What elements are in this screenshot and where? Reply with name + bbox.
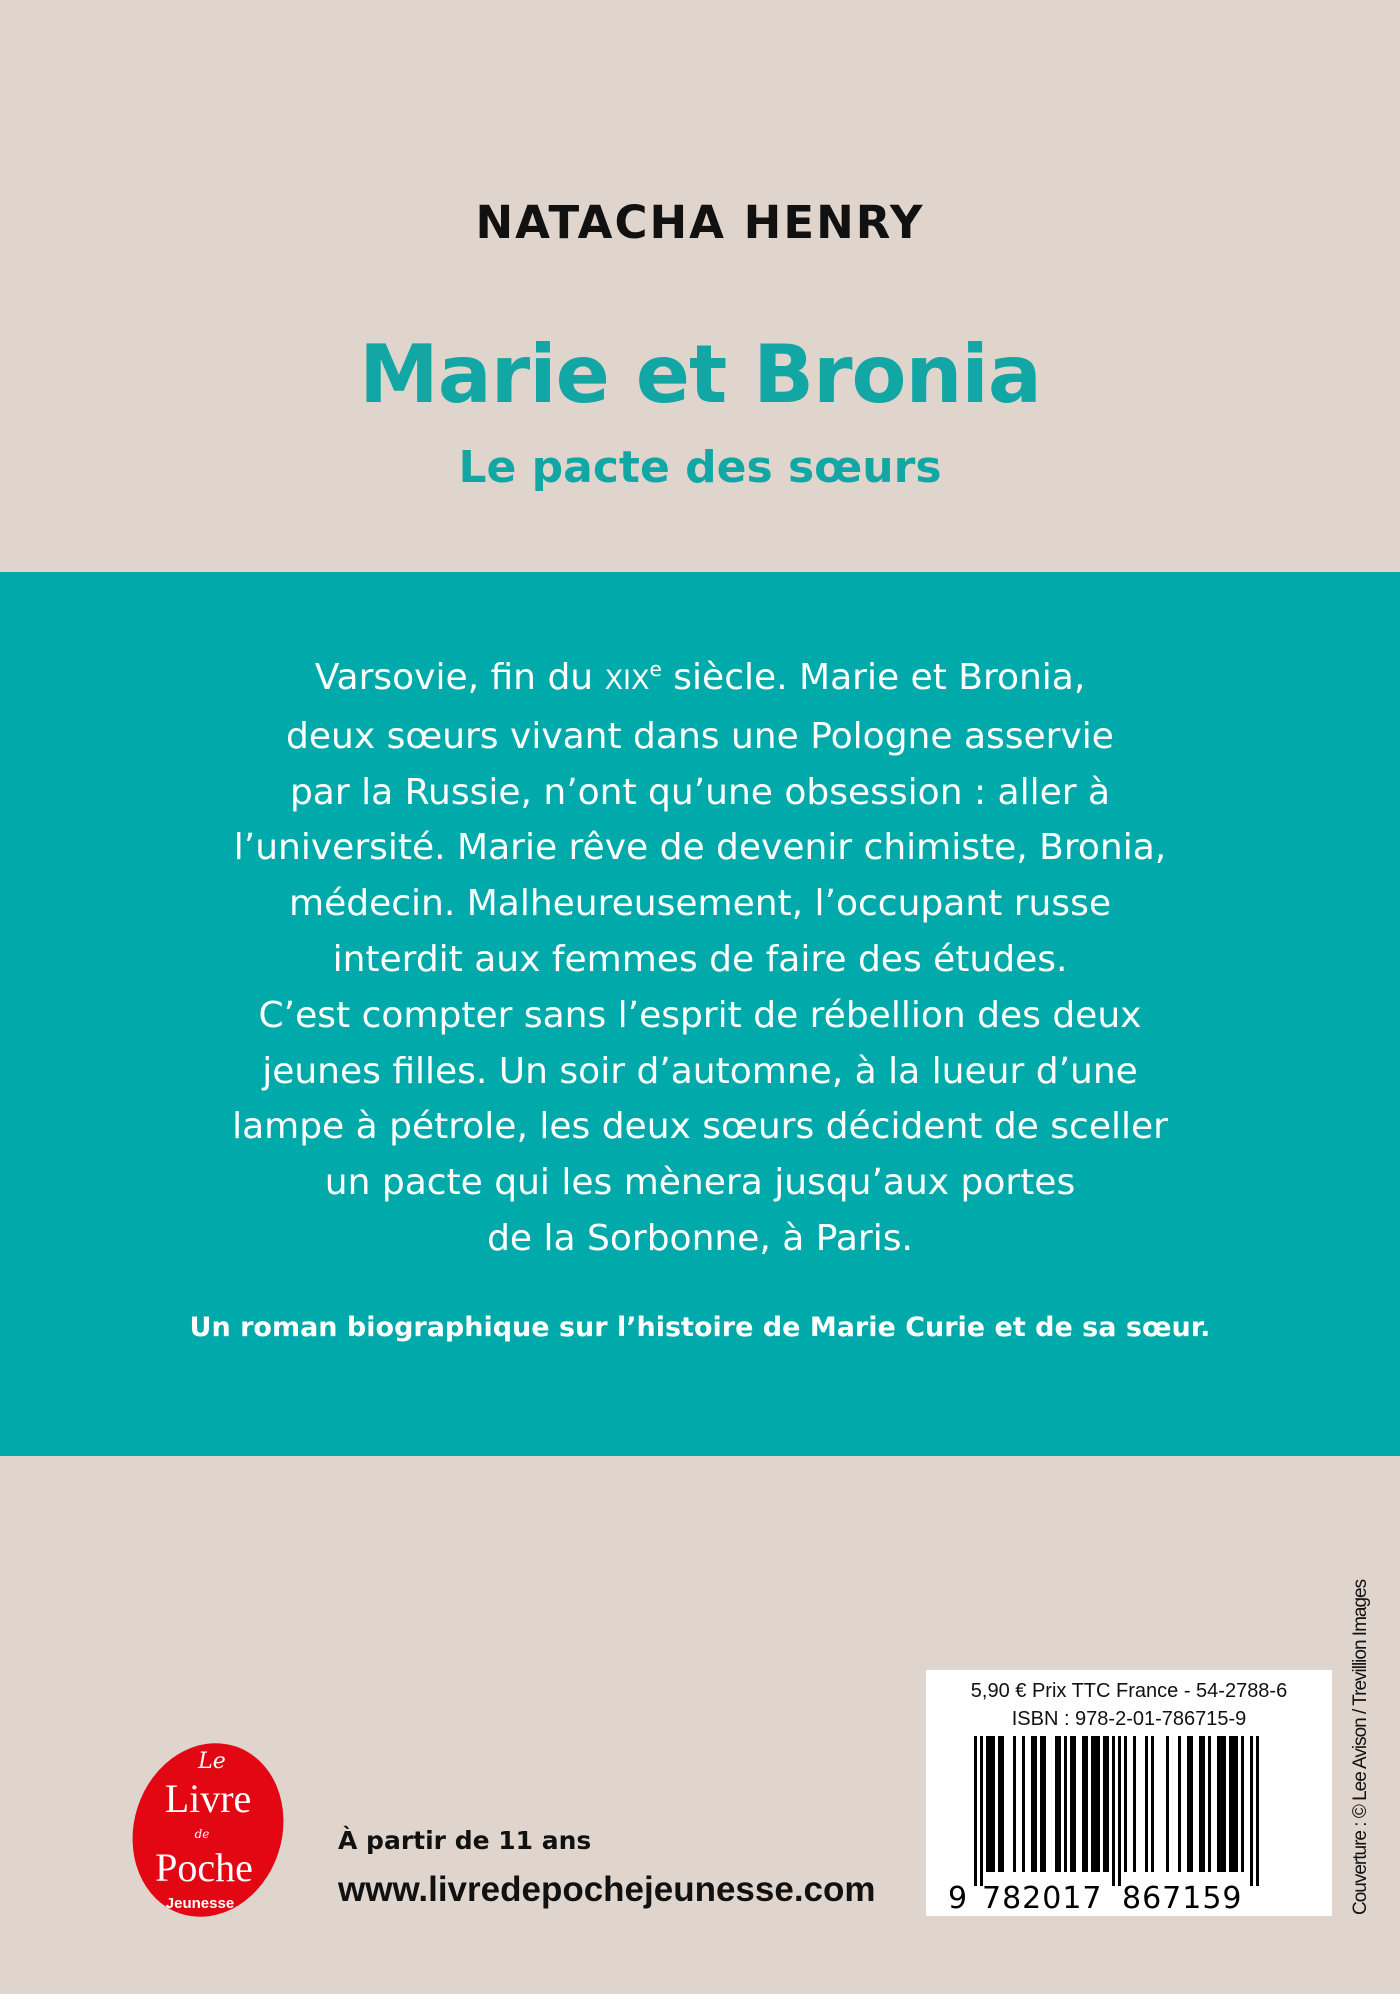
barcode-bar	[1124, 1736, 1127, 1872]
barcode-bar	[1097, 1736, 1100, 1872]
blurb-text-part: siècle. Marie et Bronia,	[661, 657, 1086, 698]
author-name: NATACHA HENRY	[475, 196, 925, 249]
barcode-bar	[1022, 1736, 1025, 1872]
book-title: Marie et Bronia	[359, 328, 1041, 421]
barcode-bar	[1250, 1736, 1253, 1886]
barcode-bar	[1190, 1736, 1193, 1872]
century-sup: e	[649, 657, 662, 681]
logo-text: Poche	[155, 1845, 253, 1890]
age-range: À partir de 11 ans	[338, 1826, 592, 1855]
blurb-band	[0, 572, 1400, 1456]
barcode-digits: 782017	[982, 1881, 1103, 1916]
isbn-label: ISBN : 978-2-01-786715-9	[1011, 1708, 1247, 1730]
tagline: Un roman biographique sur l’histoire de Marie Curie et de sa sœur.	[189, 1312, 1211, 1343]
blurb-line: l’université. Marie rêve de devenir chimiste, Bronia,	[233, 827, 1167, 869]
blurb-line	[150, 642, 1250, 709]
barcode-bar	[1094, 1736, 1097, 1872]
blurb-line: médecin. Malheureusement, l’occupant russe	[289, 883, 1111, 925]
barcode-bar	[1202, 1736, 1205, 1872]
barcode-bar	[1217, 1736, 1220, 1872]
barcode-box	[926, 1670, 1332, 1916]
barcode-bar	[1070, 1736, 1073, 1872]
blurb-line: lampe à pétrole, les deux sœurs décident de sceller	[232, 1106, 1168, 1148]
barcode-bar	[1235, 1736, 1238, 1872]
barcode-bar	[974, 1736, 977, 1886]
barcode-bar	[1043, 1736, 1046, 1872]
barcode-bar	[1220, 1736, 1223, 1872]
barcode-bar	[1106, 1736, 1109, 1872]
barcode-bar	[1112, 1736, 1115, 1886]
barcode-bar	[1001, 1736, 1004, 1872]
barcode-bar	[1145, 1736, 1148, 1872]
logo-text: Jeunesse	[165, 1895, 235, 1912]
barcode-bar	[1034, 1736, 1037, 1872]
barcode-bar	[1031, 1736, 1034, 1872]
barcode-bar	[1241, 1736, 1244, 1872]
blurb-line: jeunes filles. Un soir d’automne, à la lueur d’une	[262, 1050, 1138, 1092]
logo-text: Le	[198, 1749, 226, 1774]
barcode-bar	[1058, 1736, 1061, 1872]
barcode-bar	[1166, 1736, 1169, 1872]
barcode-bar	[1118, 1736, 1121, 1886]
barcode	[926, 1736, 1332, 1916]
barcode-bar	[1199, 1736, 1202, 1872]
blurb-line: de la Sorbonne, à Paris.	[487, 1217, 913, 1259]
cover-credit: Couverture : © Lee Avison / Trevillion Images	[1350, 1579, 1371, 1915]
blurb-text	[150, 642, 1250, 1267]
book-subtitle: Le pacte des sœurs	[458, 442, 942, 493]
barcode-bar	[1133, 1736, 1136, 1872]
barcode-bar	[992, 1736, 995, 1872]
publisher-website[interactable]: www.livredepochejeunesse.com	[338, 1870, 876, 1909]
barcode-bar	[998, 1736, 1001, 1872]
barcode-bar	[1040, 1736, 1043, 1872]
barcode-bar	[1082, 1736, 1085, 1872]
barcode-bar	[1103, 1736, 1106, 1872]
barcode-bar	[1055, 1736, 1058, 1872]
logo-text: de	[194, 1827, 210, 1841]
barcode-bar	[986, 1736, 989, 1872]
barcode-bar	[989, 1736, 992, 1872]
livre-de-poche-logo	[128, 1740, 288, 1920]
barcode-bar	[980, 1736, 983, 1886]
barcode-bar	[1208, 1736, 1211, 1872]
barcode-bar	[1187, 1736, 1190, 1872]
barcode-bar	[1178, 1736, 1181, 1872]
barcode-digits: 867159	[1122, 1881, 1243, 1916]
blurb-line: par la Russie, n’ont qu’une obsession : aller à	[289, 771, 1111, 813]
barcode-bar	[1073, 1736, 1076, 1872]
barcode-digits: 9	[948, 1881, 969, 1916]
century-numeral: XIX	[604, 665, 650, 696]
blurb-line: deux sœurs vivant dans une Pologne asservie	[286, 715, 1114, 757]
barcode-bar	[1232, 1736, 1235, 1872]
blurb-line: interdit aux femmes de faire des études.	[332, 938, 1068, 980]
blurb-line: C’est compter sans l’esprit de rébellion des deux	[258, 994, 1142, 1036]
barcode-bar	[1256, 1736, 1259, 1886]
price-label: 5,90 € Prix TTC France - 54-2788-6	[970, 1680, 1288, 1702]
barcode-bar	[1151, 1736, 1154, 1872]
blurb-line: un pacte qui les mènera jusqu’aux portes	[324, 1162, 1076, 1204]
barcode-bar	[1223, 1736, 1226, 1872]
barcode-bar	[1013, 1736, 1016, 1872]
barcode-bar	[1085, 1736, 1088, 1872]
barcode-bar	[1229, 1736, 1232, 1872]
logo-text: Livre	[164, 1776, 252, 1821]
blurb-text-part: Varsovie, fin du	[314, 657, 605, 698]
barcode-bar	[1091, 1736, 1094, 1872]
barcode-bar	[1064, 1736, 1067, 1872]
